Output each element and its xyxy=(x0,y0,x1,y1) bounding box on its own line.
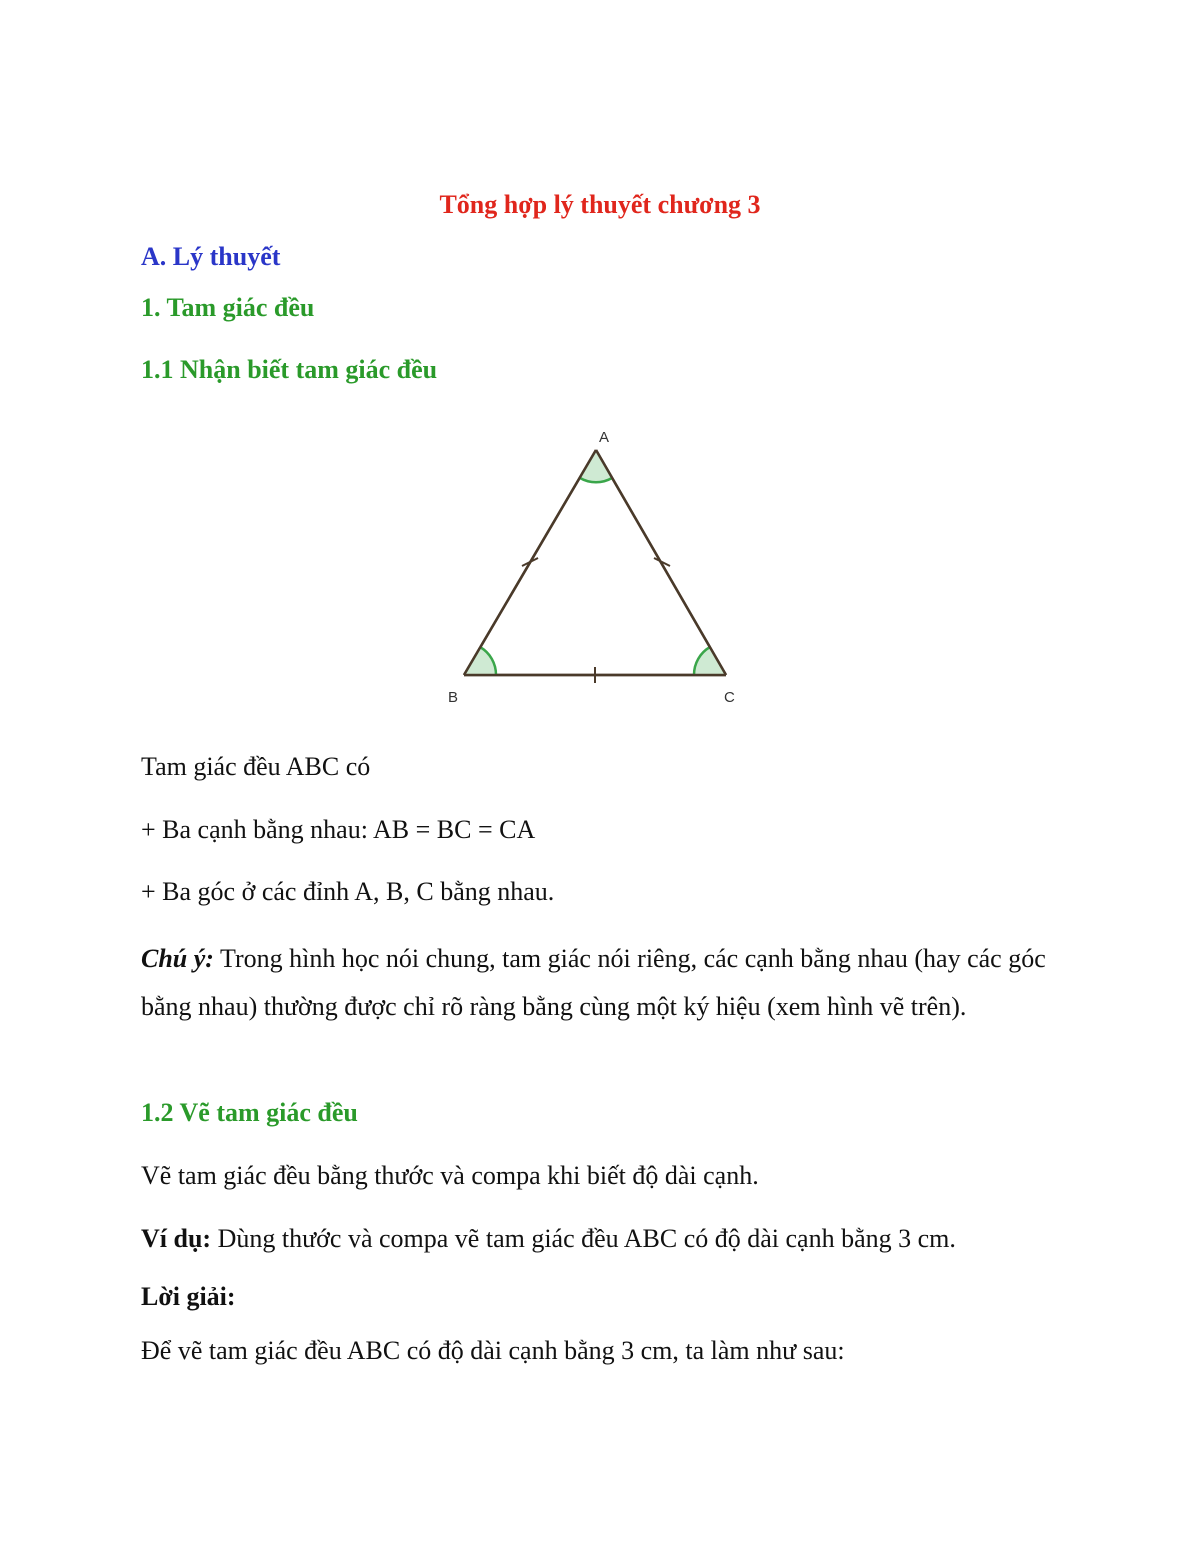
note-text: Trong hình học nói chung, tam giác nói riêng, các cạnh bằng nhau (hay các góc bằng nhau) thường được chỉ rõ ràng bằng cùng một ký hiệu (xem hình vẽ trên). xyxy=(141,944,1046,1021)
angle-c-fill xyxy=(694,647,726,675)
example-text: Dùng thước và compa vẽ tam giác đều ABC có độ dài cạnh bằng 3 cm. xyxy=(211,1224,956,1253)
vertex-label-b: B xyxy=(448,689,459,706)
solution-label: Lời giải: xyxy=(141,1282,236,1311)
angle-a-fill xyxy=(580,450,612,482)
document-title: Tổng hợp lý thuyết chương 3 xyxy=(439,190,761,219)
angle-b-fill xyxy=(464,647,496,675)
section-1-1-heading: 1.1 Nhận biết tam giác đều xyxy=(141,355,438,384)
note-paragraph xyxy=(141,935,1071,1031)
section-1-heading: 1. Tam giác đều xyxy=(141,293,315,322)
example-label: Ví dụ: xyxy=(141,1224,212,1253)
section-a-heading: A. Lý thuyết xyxy=(141,242,281,271)
solution-text: Để vẽ tam giác đều ABC có độ dài cạnh bằng 3 cm, ta làm như sau: xyxy=(141,1336,845,1365)
bullet-equal-sides: + Ba cạnh bằng nhau: AB = BC = CA xyxy=(141,815,536,844)
draw-instruction: Vẽ tam giác đều bằng thước và compa khi biết độ dài cạnh. xyxy=(141,1161,759,1190)
equilateral-triangle-figure xyxy=(430,420,770,720)
bullet-equal-angles: + Ba góc ở các đỉnh A, B, C bằng nhau. xyxy=(141,877,555,906)
vertex-label-a: A xyxy=(599,429,610,446)
triangle-intro: Tam giác đều ABC có xyxy=(141,752,371,781)
vertex-label-c: C xyxy=(724,689,735,706)
example-paragraph xyxy=(141,1224,956,1254)
section-1-2-heading: 1.2 Vẽ tam giác đều xyxy=(141,1098,358,1127)
note-label: Chú ý: xyxy=(141,944,214,973)
